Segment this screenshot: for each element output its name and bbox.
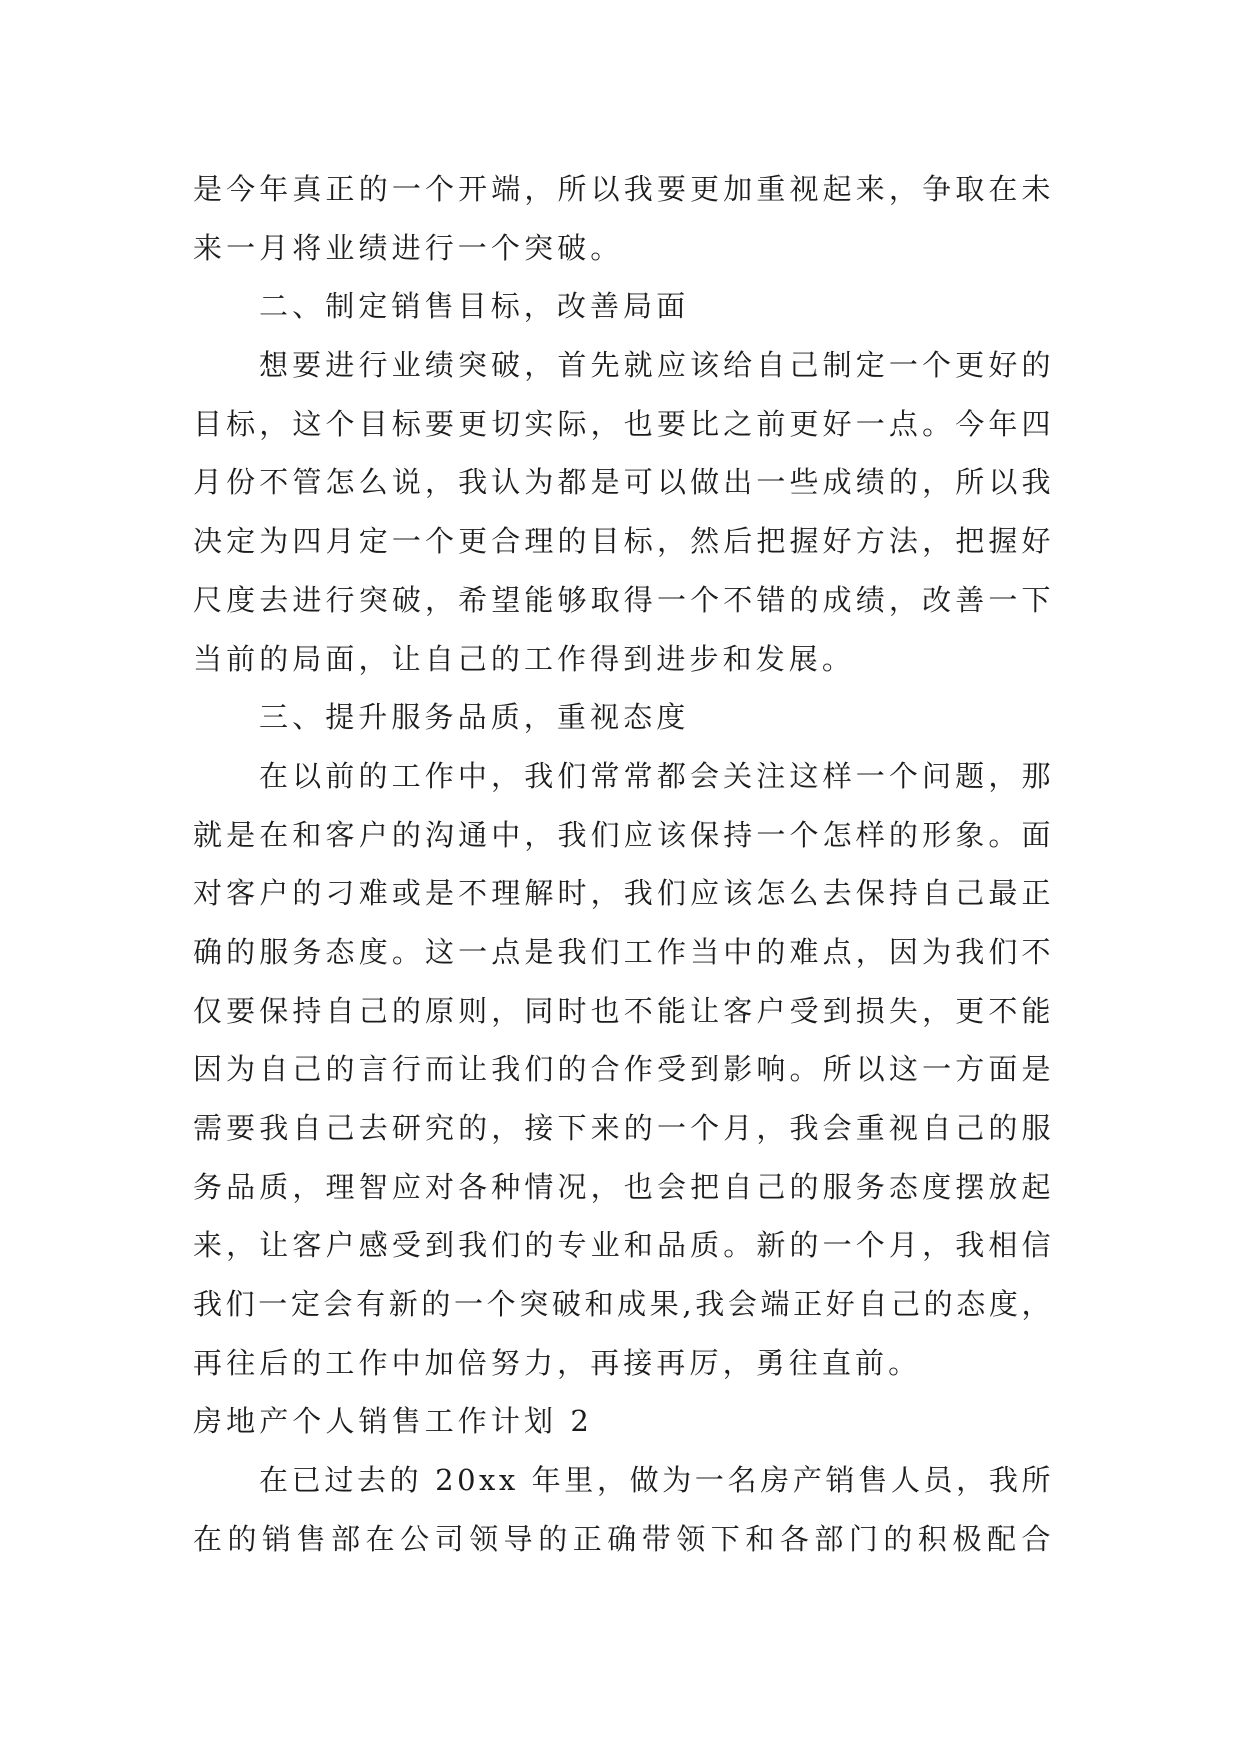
document-title: 房地产个人销售工作计划 2	[193, 1404, 593, 1439]
paragraph-line: 尺度去进行突破，希望能够取得一个不错的成绩，改善一下	[193, 582, 1054, 617]
paragraph-line: 对客户的刁难或是不理解时，我们应该怎么去保持自己最正	[193, 876, 1054, 911]
paragraph-line: 是今年真正的一个开端，所以我要更加重视起来，争取在未	[193, 172, 1054, 206]
paragraph-line: 月份不管怎么说，我认为都是可以做出一些成绩的，所以我	[193, 465, 1054, 500]
paragraph-line: 来一月将业绩进行一个突破。	[193, 230, 624, 265]
paragraph-line: 决定为四月定一个更合理的目标，然后把握好方法，把握好	[193, 524, 1054, 559]
paragraph-line: 再往后的工作中加倍努力，再接再厉，勇往直前。	[193, 1345, 922, 1380]
paragraph-line: 仅要保持自己的原则，同时也不能让客户受到损失，更不能	[193, 993, 1054, 1028]
section-heading: 三、提升服务品质，重视态度	[259, 700, 690, 735]
paragraph-line: 就是在和客户的沟通中，我们应该保持一个怎样的形象。面	[193, 817, 1054, 852]
paragraph-line: 我们一定会有新的一个突破和成果,我会端正好自己的态度，	[193, 1287, 1054, 1322]
paragraph-line: 务品质，理智应对各种情况，也会把自己的服务态度摆放起	[193, 1169, 1054, 1204]
paragraph-line: 在的销售部在公司领导的正确带领下和各部门的积极配合	[193, 1521, 1054, 1556]
document-body	[193, 160, 1054, 1569]
paragraph-line: 确的服务态度。这一点是我们工作当中的难点，因为我们不	[193, 934, 1054, 969]
paragraph-line: 来，让客户感受到我们的专业和品质。新的一个月，我相信	[193, 1228, 1054, 1263]
paragraph-line: 想要进行业绩突破，首先就应该给自己制定一个更好的	[259, 348, 1054, 383]
paragraph-line: 在以前的工作中，我们常常都会关注这样一个问题，那	[259, 758, 1054, 793]
paragraph-line: 目标，这个目标要更切实际，也要比之前更好一点。今年四	[193, 406, 1054, 441]
paragraph-line: 因为自己的言行而让我们的合作受到影响。所以这一方面是	[193, 1052, 1054, 1087]
section-heading: 二、制定销售目标，改善局面	[259, 289, 690, 324]
paragraph-line: 需要我自己去研究的，接下来的一个月，我会重视自己的服	[193, 1111, 1054, 1145]
paragraph-line: 当前的局面，让自己的工作得到进步和发展。	[193, 641, 856, 676]
paragraph-line: 在已过去的 20xx 年里，做为一名房产销售人员，我所	[259, 1463, 1054, 1498]
